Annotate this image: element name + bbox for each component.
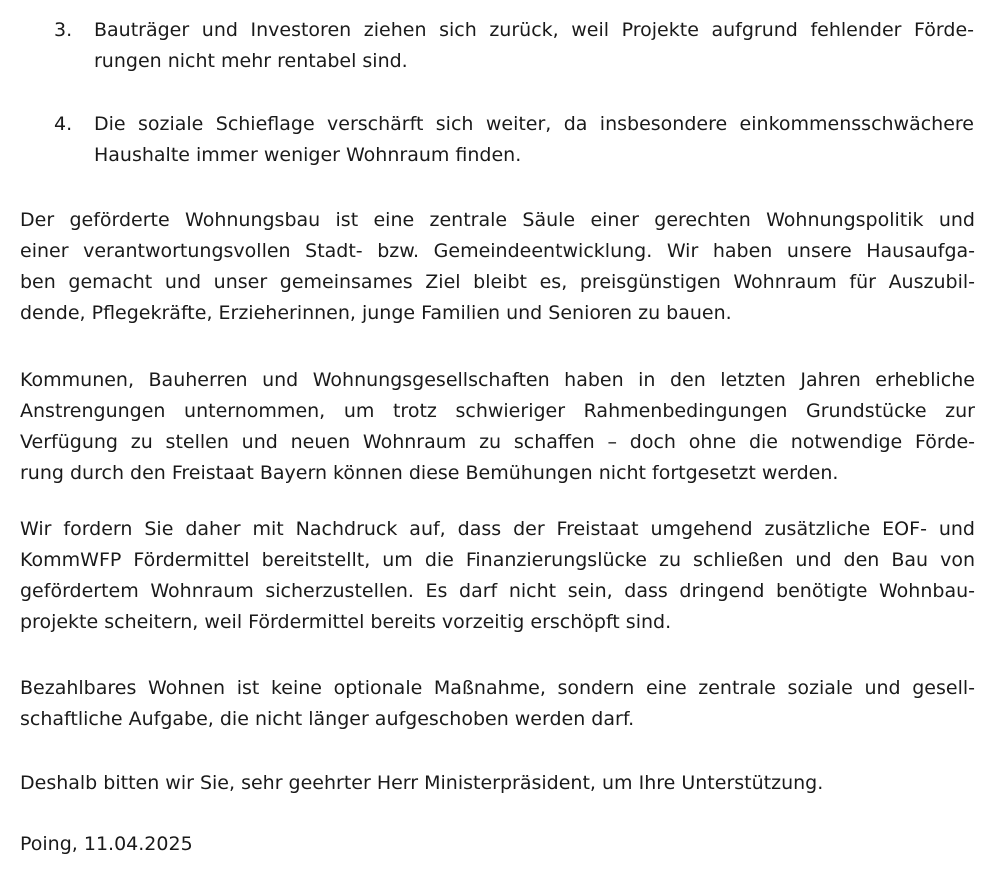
text-line: dende, Pflegekräfte, Erzieherinnen, junge Familien und Senioren zu bauen. [20, 302, 732, 324]
text-line: KommWFP Fördermittel bereitstellt, um die Finanzierungslücke zu schließen und den Bau von [20, 549, 975, 571]
paragraph-subsidized-housing [20, 205, 975, 329]
list-item-text [94, 109, 974, 171]
text-line: Anstrengungen unternommen, um trotz schwieriger Rahmenbedingungen Grundstücke zur [20, 400, 975, 422]
list-item-text [94, 15, 974, 77]
text-line: einer verantwortungsvollen Stadt- bzw. Gemeindeentwicklung. Wir haben unsere Hausaufga- [20, 240, 975, 262]
text-line: Der geförderte Wohnungsbau ist eine zentrale Säule einer gerechten Wohnungspolitik und [20, 209, 975, 231]
place-date: Poing, 11.04.2025 [20, 833, 193, 855]
text-line: schaftliche Aufgabe, die nicht länger aufgeschoben werden darf. [20, 708, 635, 730]
paragraph-municipalities [20, 365, 975, 489]
paragraph-affordable-housing [20, 673, 975, 735]
text-line: ben gemacht und unser gemeinsames Ziel bleibt es, preisgünstigen Wohnraum für Auszubil- [20, 271, 975, 293]
text-line: Kommunen, Bauherren und Wohnungsgesellschaften haben in den letzten Jahren erhebliche [20, 369, 975, 391]
text-line: Deshalb bitten wir Sie, sehr geehrter Herr Ministerpräsident, um Ihre Unterstützung. [20, 772, 824, 794]
text-line: Bauträger und Investoren ziehen sich zurück, weil Projekte aufgrund fehlender Förde- [94, 19, 974, 41]
list-item-number: 3. [54, 19, 73, 41]
paragraph-demand [20, 514, 975, 638]
text-line: rung durch den Freistaat Bayern können diese Bemühungen nicht fortgesetzt werden. [20, 462, 839, 484]
text-line: Wir fordern Sie daher mit Nachdruck auf, dass der Freistaat umgehend zusätzliche EOF- und [20, 518, 975, 540]
paragraph-request [20, 768, 975, 799]
text-line: projekte scheitern, weil Fördermittel bereits vorzeitig erschöpft sind. [20, 611, 672, 633]
text-line: Haushalte immer weniger Wohnraum finden. [94, 144, 522, 166]
text-line: Bezahlbares Wohnen ist keine optionale Maßnahme, sondern eine zentrale soziale und gesell- [20, 677, 975, 699]
text-line: rungen nicht mehr rentabel sind. [94, 50, 408, 72]
text-line: gefördertem Wohnraum sicherzustellen. Es darf nicht sein, dass dringend benötigte Wohnbau- [20, 580, 975, 602]
text-line: Die soziale Schieflage verschärft sich weiter, da insbesondere einkommensschwächere [94, 113, 974, 135]
list-item-number: 4. [54, 113, 73, 135]
text-line: Verfügung zu stellen und neuen Wohnraum zu schaffen – doch ohne die notwendige Förde- [20, 431, 975, 453]
